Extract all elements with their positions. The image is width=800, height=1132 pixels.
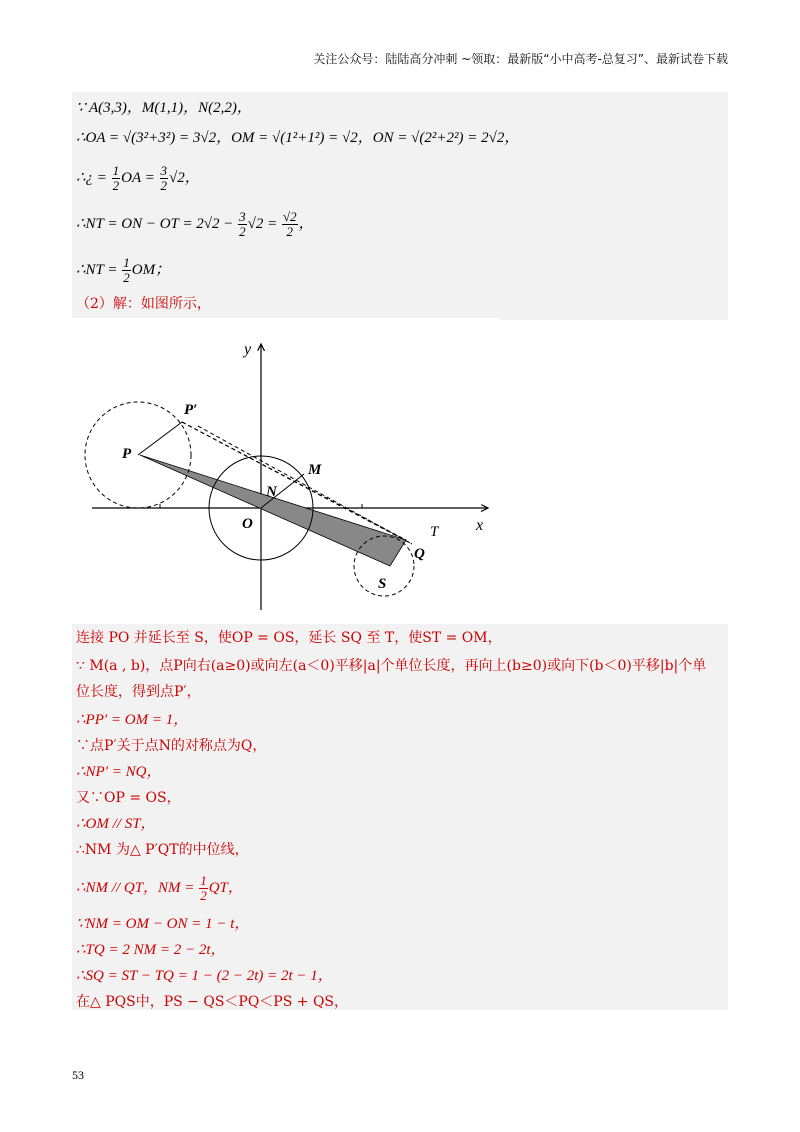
figure-svg: [72, 318, 500, 620]
label-s: S: [378, 576, 387, 592]
label-o: O: [242, 516, 253, 532]
label-q: Q: [414, 546, 425, 562]
label-t: T: [430, 524, 439, 540]
label-x: x: [476, 517, 484, 534]
line-nt-conclusion: ∴NT = $\frac{1}{2}$ OM；: [76, 255, 171, 285]
label-pp: P′: [184, 402, 198, 418]
fraction: $\frac{1}{2}$: [200, 873, 207, 903]
line-translation-cont: 位长度，得到点P′，: [76, 684, 201, 700]
geometry-figure: [72, 318, 500, 620]
line-op-os: 又∵OP = OS，: [76, 790, 181, 806]
line-lengths: ∴OA = √(3²+3²) = 3√2，OM = √(1²+1²) = √2，ON = √(2²+2²) = 2√2，: [76, 130, 520, 146]
line-midline: ∴NM 为△ P′QT的中位线，: [76, 842, 249, 858]
fraction: $\frac{1}{2}$: [123, 255, 130, 285]
line-nm-qt: ∴NM // QT，NM = $\frac{1}{2}$ QT，: [76, 873, 243, 903]
line-nt: ∴NT = ON − OT = 2√2 − $\frac{3}{2}$ √2 = $\frac{√2}{2}$ ，: [76, 209, 314, 239]
fraction: $\frac{3}{2}$: [239, 209, 246, 239]
line-om-parallel: ∴OM // ST，: [76, 816, 156, 832]
line-sq: ∴SQ = ST − TQ = 1 − (2 − 2t) = 2t − 1，: [76, 968, 333, 984]
line-triangle-inequality: 在△ PQS中，PS − QS＜PQ＜PS + QS，: [76, 994, 349, 1010]
segment-pp: [138, 422, 182, 455]
line-translation: ∵ M(a , b)，点P向右(a≥0)或向左(a＜0)平移|a|个单位长度，再向上(b≥0)或向下(b＜0)平移|b|个单: [76, 658, 707, 674]
label-m: M: [308, 462, 322, 478]
line-ot: ∴¿ = $\frac{1}{2}$ OA = $\frac{3}{2}$ √2，: [76, 163, 200, 193]
solution-part3: [72, 624, 728, 1010]
part2-intro: （2）解：如图所示，: [76, 296, 211, 312]
line-symmetric: ∵点P′关于点N的对称点为Q，: [76, 738, 267, 754]
page-header: 关注公众号：陆陆高分冲刺 ~领取：最新版“小中高考-总复习”、最新试卷下载: [313, 52, 728, 66]
line-np-nq: ∴NP′ = NQ，: [76, 764, 162, 780]
line-nm-value: ∵NM = OM − ON = 1 − t，: [76, 916, 250, 932]
label-y: y: [244, 341, 252, 358]
solution-part1: [72, 92, 728, 320]
line-tq: ∴TQ = 2 NM = 2 − 2t，: [76, 942, 226, 958]
line-given-points: ∵ A(3,3)，M(1,1)，N(2,2)，: [76, 100, 252, 116]
shaded-region: [140, 455, 406, 566]
fraction: $\frac{3}{2}$: [160, 163, 168, 193]
line-pp-om: ∴PP′ = OM = 1，: [76, 712, 189, 728]
line-construction: 连接 PO 并延长至 S，使OP = OS，延长 SQ 至 T，使ST = OM，: [76, 630, 502, 646]
label-p: P: [122, 446, 132, 462]
fraction: $\frac{1}{2}$: [112, 163, 120, 193]
fraction: $\frac{√2}{2}$: [282, 209, 297, 239]
page-number: 53: [72, 1068, 84, 1082]
label-n: N: [266, 484, 277, 500]
